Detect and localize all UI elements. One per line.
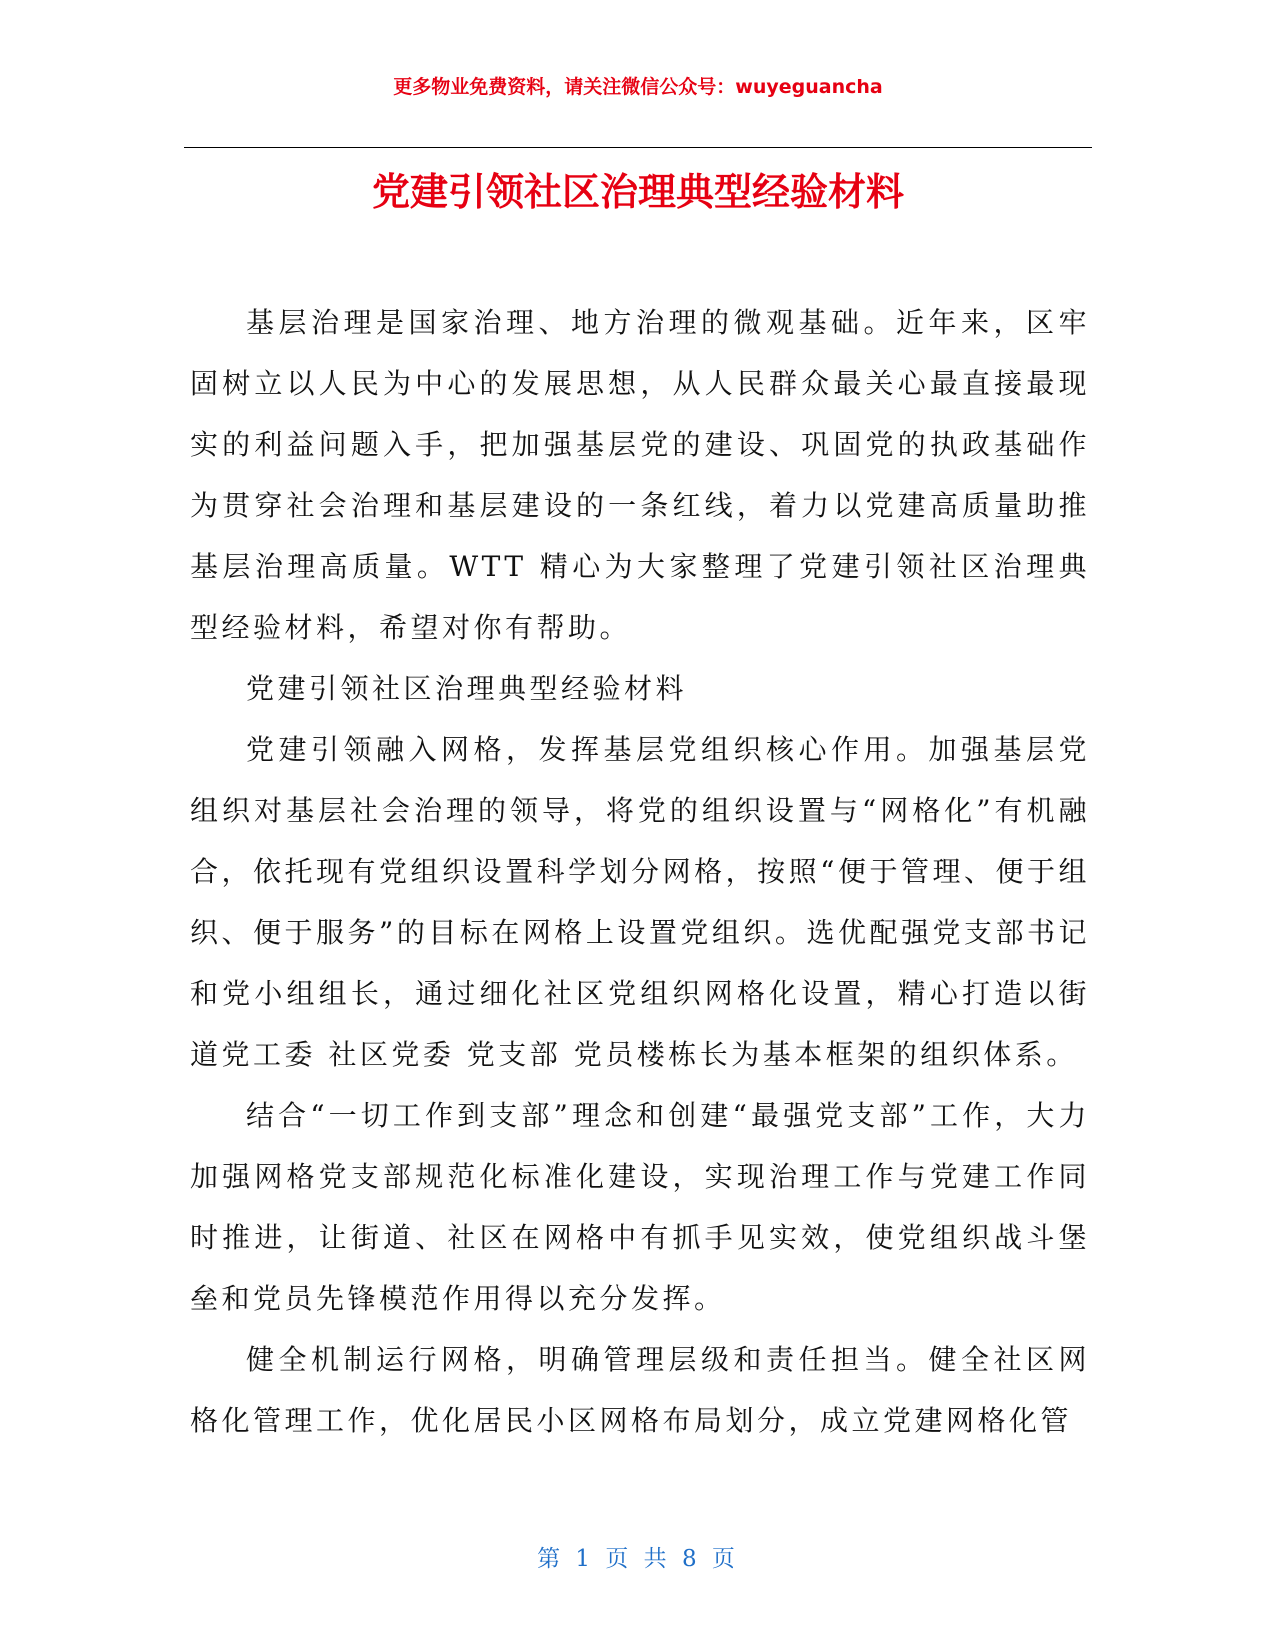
document-body [190,292,1090,1451]
document-title: 党建引领社区治理典型经验材料 [371,170,904,214]
paragraph-branch-building: 结合“一切工作到支部”理念和创建“最强党支部”工作，大力加强网格党支部规范化标准化建设，实现治理工作与党建工作同时推进，让街道、社区在网格中有抓手见实效，使党组织战斗堡垒和党员先锋模范作用得以充分发挥。 [190,1099,1090,1315]
page-number: 第 1 页 共 8 页 [537,1546,739,1572]
header-note: 更多物业免费资料，请关注微信公众号：wuyeguancha [393,76,883,98]
paragraph-mechanism: 健全机制运行网格，明确管理层级和责任担当。健全社区网格化管理工作，优化居民小区网格布局划分，成立党建网格化管 [190,1343,1090,1437]
paragraph-subtitle: 党建引领社区治理典型经验材料 [246,672,688,705]
paragraph-grid-leadership: 党建引领融入网格，发挥基层党组织核心作用。加强基层党组织对基层社会治理的领导，将党的组织设置与“网格化”有机融合，依托现有党组织设置科学划分网格，按照“便于管理、便于组织、便于服务”的目标在网格上设置党组织。选优配强党支部书记和党小组组长，通过细化社区党组织网格化设置，精心打造以街道党工委 社区党委 党支部 党员楼栋长为基本框架的组织体系。 [190,733,1090,1071]
header-divider [184,147,1092,148]
paragraph-intro: 基层治理是国家治理、地方治理的微观基础。近年来，区牢固树立以人民为中心的发展思想，从人民群众最关心最直接最现实的利益问题入手，把加强基层党的建设、巩固党的执政基础作为贯穿社会治理和基层建设的一条红线，着力以党建高质量助推基层治理高质量。WTT 精心为大家整理了党建引领社区治理典型经验材料，希望对你有帮助。 [190,306,1090,644]
